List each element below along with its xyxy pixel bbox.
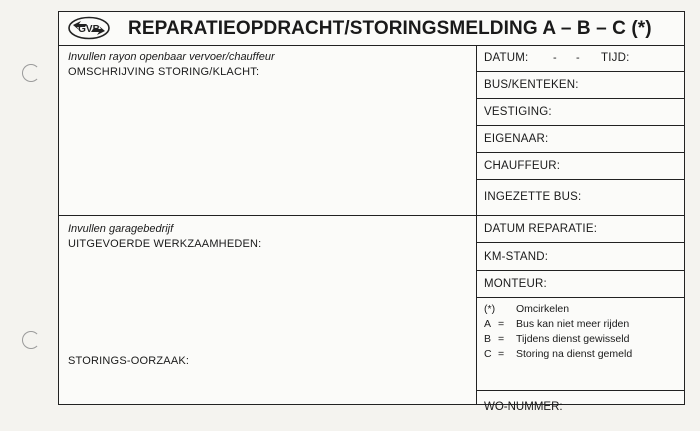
legend-key: B	[484, 333, 492, 345]
legend-key: C	[484, 348, 492, 360]
repair-date-field[interactable]	[477, 216, 684, 243]
mechanic-label: MONTEUR:	[484, 278, 547, 290]
form-header	[59, 12, 684, 46]
work-order-field[interactable]	[477, 391, 684, 431]
work-section[interactable]	[59, 216, 477, 404]
work-order-label: WO-NUMMER:	[484, 401, 563, 413]
legend-text: Storing na dienst gemeld	[516, 348, 633, 360]
repair-date-label: DATUM REPARATIE:	[484, 223, 598, 235]
field-column	[477, 45, 684, 413]
cause-label: STORINGS-OORZAAK:	[68, 355, 190, 367]
branch-field[interactable]	[477, 99, 684, 126]
branch-label: VESTIGING:	[484, 106, 552, 118]
bus-plate-label: BUS/KENTEKEN:	[484, 79, 579, 91]
replacement-bus-field[interactable]	[477, 180, 684, 216]
legend-item	[484, 303, 569, 317]
owner-field[interactable]	[477, 126, 684, 153]
date-label: DATUM:	[484, 52, 529, 64]
time-label: TIJD:	[601, 52, 630, 64]
replacement-bus-label: INGEZETTE BUS:	[484, 191, 582, 203]
legend-key: (*)	[484, 303, 496, 315]
mechanic-field[interactable]	[477, 271, 684, 298]
work-label: UITGEVOERDE WERKZAAMHEDEN:	[68, 238, 262, 250]
date-time-field[interactable]	[477, 45, 684, 72]
complaint-note: Invullen rayon openbaar vervoer/chauffeur	[68, 51, 275, 63]
punch-hole-bottom	[22, 331, 40, 349]
legend-text: Bus kan niet meer rijden	[516, 318, 630, 330]
driver-field[interactable]	[477, 153, 684, 180]
logo-lettering: GVB	[78, 24, 100, 35]
mileage-field[interactable]	[477, 243, 684, 271]
legend-key: A	[484, 318, 492, 330]
repair-order-form	[58, 11, 685, 413]
form-title: REPARATIEOPDRACHT/STORINGSMELDING A – B – C (*)	[128, 18, 652, 39]
owner-label: EIGENAAR:	[484, 133, 549, 145]
legend-item: B = Tijdens dienst gewisseld	[484, 333, 630, 345]
legend-text: Tijdens dienst gewisseld	[516, 333, 630, 345]
bus-plate-field[interactable]	[477, 72, 684, 99]
work-note: Invullen garagebedrijf	[68, 223, 174, 235]
legend-text: Omcirkelen	[516, 303, 570, 315]
complaint-section[interactable]	[59, 45, 477, 216]
legend-item: C = Storing na dienst gemeld	[484, 348, 633, 360]
punch-hole-top	[22, 64, 40, 82]
driver-label: CHAUFFEUR:	[484, 160, 561, 172]
date-dash-1: -	[553, 52, 557, 64]
complaint-label: OMSCHRIJVING STORING/KLACHT:	[68, 66, 260, 78]
legend	[477, 298, 684, 391]
legend-item: A = Bus kan niet meer rijden	[484, 318, 630, 330]
date-dash-2: -	[576, 52, 580, 64]
mileage-label: KM-STAND:	[484, 251, 549, 263]
gvb-logo-icon	[67, 16, 111, 40]
